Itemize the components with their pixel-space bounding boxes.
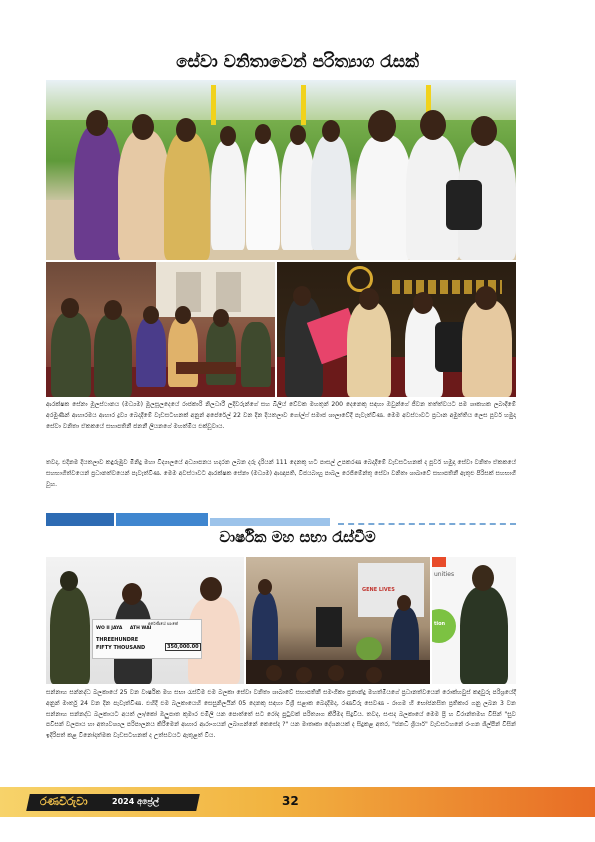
photo-students-greeting [46, 80, 516, 260]
article1-paragraph-2: තවද, එදිනම දියතලාව කඳුරුඹුව මිනිදු මහා විද්‍යාලයේ අධ්‍යාපනය හදාරන ලබන දරු දැරියන් 111 දෙනකු හට පාසල් උපකරණ බෙදාදීමේ වැඩසටහනක් ද පූර්ව හමුදා සේවා වනිතා ඒකකයේ සහභාගිත්වයෙන් ප්‍රධානත්වයෙන් පැවැත්විණ. මෙම අවස්ථාවට ආරක්ෂක සේනා (මධ්‍යම) ආඥාපති, විජයබාහු පාබල රෙජිමේන්තු සේවා වනිතා ශාඛාවේ සභාපතිනී ඇතුළු පිරිසක් සහභාගී වූහ. [46, 459, 516, 488]
photo-meeting-hall [246, 557, 430, 684]
bank-logo: අරේණියේ සාංකේ [148, 621, 179, 626]
article2-paragraph-1: සන්නාහ සන්නද්ධ බලකායේ 25 වන වාර්ෂික මහ සභා රැස්වීම එම බලකා සේවා වනිතා ශාඛාවේ සභාපතිනී සමංගිකා ප්‍රනාන්දු මහත්මියගේ ප්‍රධානත්වයෙන් රොක්හවුස් කඳවුරු පරිශ්‍රයේදී අනුන් මාර්තු 24 වන දින පැවැත්විණ. එහිදී එම බලකායෙහි සෙසුනිලයින් 05 දෙනකු සඳහා විශ්‍රී සළාක බෙදාදීමද, රණවිරු සෙවණ - රාගම හි භෝජනසිත ප්‍රතිකාර ගනු ලබන 3 වන සන්නාහ සන්නද්ධ බලකායට අයත් ලා/කෝ ඔලුපාත කුමාර එමිලි යන පොත්තේ සට රෝද පුටුවක් පරිත්‍යාග කිරීමද සිදුවිය. තවද, සංසද බලකායේ මෙම ප්‍රි හ විරාන්තමහ විසින් "සුව පවිසන් වලපාය හා අත්‍යවශ්‍යල පරිපාලනය කිරීමෙන් ආහාර ආරාංගයන් ලබාගන්නේ කෙසේද ?" යන මාතෘකා දේශනයක් ද සිදුකළ අතර, "ජනධි ශ්‍රියාර්" වැඩසටහනේ රංගන ශිල්පීන් විසින් ඉදිරිපත් කළ විනෝදාත්මක වැඩසටහනක් ද උත්සවයට ඇතුළත් විය. [46, 689, 516, 740]
banner-text-fragment: unities [434, 571, 455, 578]
issue-date: 2024 අප්‍රේල් [112, 797, 159, 806]
photo-cheque-presentation [46, 557, 244, 684]
article-title-service-women: සේවා වනිතාවෙන් පරිත්‍යාග රැසක් [176, 52, 419, 72]
cheque-amount-words-line1: THREEHUNDRE [96, 637, 139, 643]
cheque-amount-words-line2: FIFTY THOUSAND [96, 645, 146, 651]
photo-handing-school-bags [277, 262, 516, 397]
photo-officials-seated [46, 262, 275, 397]
photo-speaker-soldier [432, 557, 516, 684]
cheque-payee-tail: ATH WAI [129, 626, 152, 631]
cheque-amount-figure: 350,000.00 [167, 644, 199, 650]
magazine-name: රණවිරුවා [40, 795, 88, 808]
screen-logo: GENE LIVES [362, 587, 395, 593]
banner-circle-text: tion [434, 621, 446, 627]
cheque-board [92, 619, 202, 659]
article-title-annual-general-meeting: වාර්ෂික මහ සභා රැස්වීම [219, 528, 376, 546]
cheque-payee: WO II JAYA [96, 626, 123, 631]
page-number: 32 [282, 794, 299, 808]
section-divider [46, 511, 516, 527]
article1-paragraph-1: ආරක්ෂක සේනා මූලස්ථානය (මධ්‍යම) මූලසූලදෙයේ රාජකාරි නිලධාරී ලදිවරුන්ගේ සහ බිලිය් වේවක මහතුන් 200 දෙනෙකු සඳහා ඔවුන්ගේ ජීවන තත්ත්වයට පම ශාකහක ලබාදීමේ අරමුණින් ආහාරමය ආහාර ද්‍රව්‍ය බෙදාදීමේ වැඩසටහනක් අනුන් අපේ‍රේල් 22 වන දින දියතලාව ගෝල්ෆ් සමාජ ශාලාවේදී පැවැත්විණ. මෙම අවස්ථාවට ප්‍රධාන අමුත්තිය ලෙස පූර්ව හමුදා සේවා වනිතා ඒකකයේ සභාපතිනී ජනනී ලියනගේ මහත්මිය එක්වූවාය. [46, 401, 516, 430]
page-footer [0, 787, 595, 817]
